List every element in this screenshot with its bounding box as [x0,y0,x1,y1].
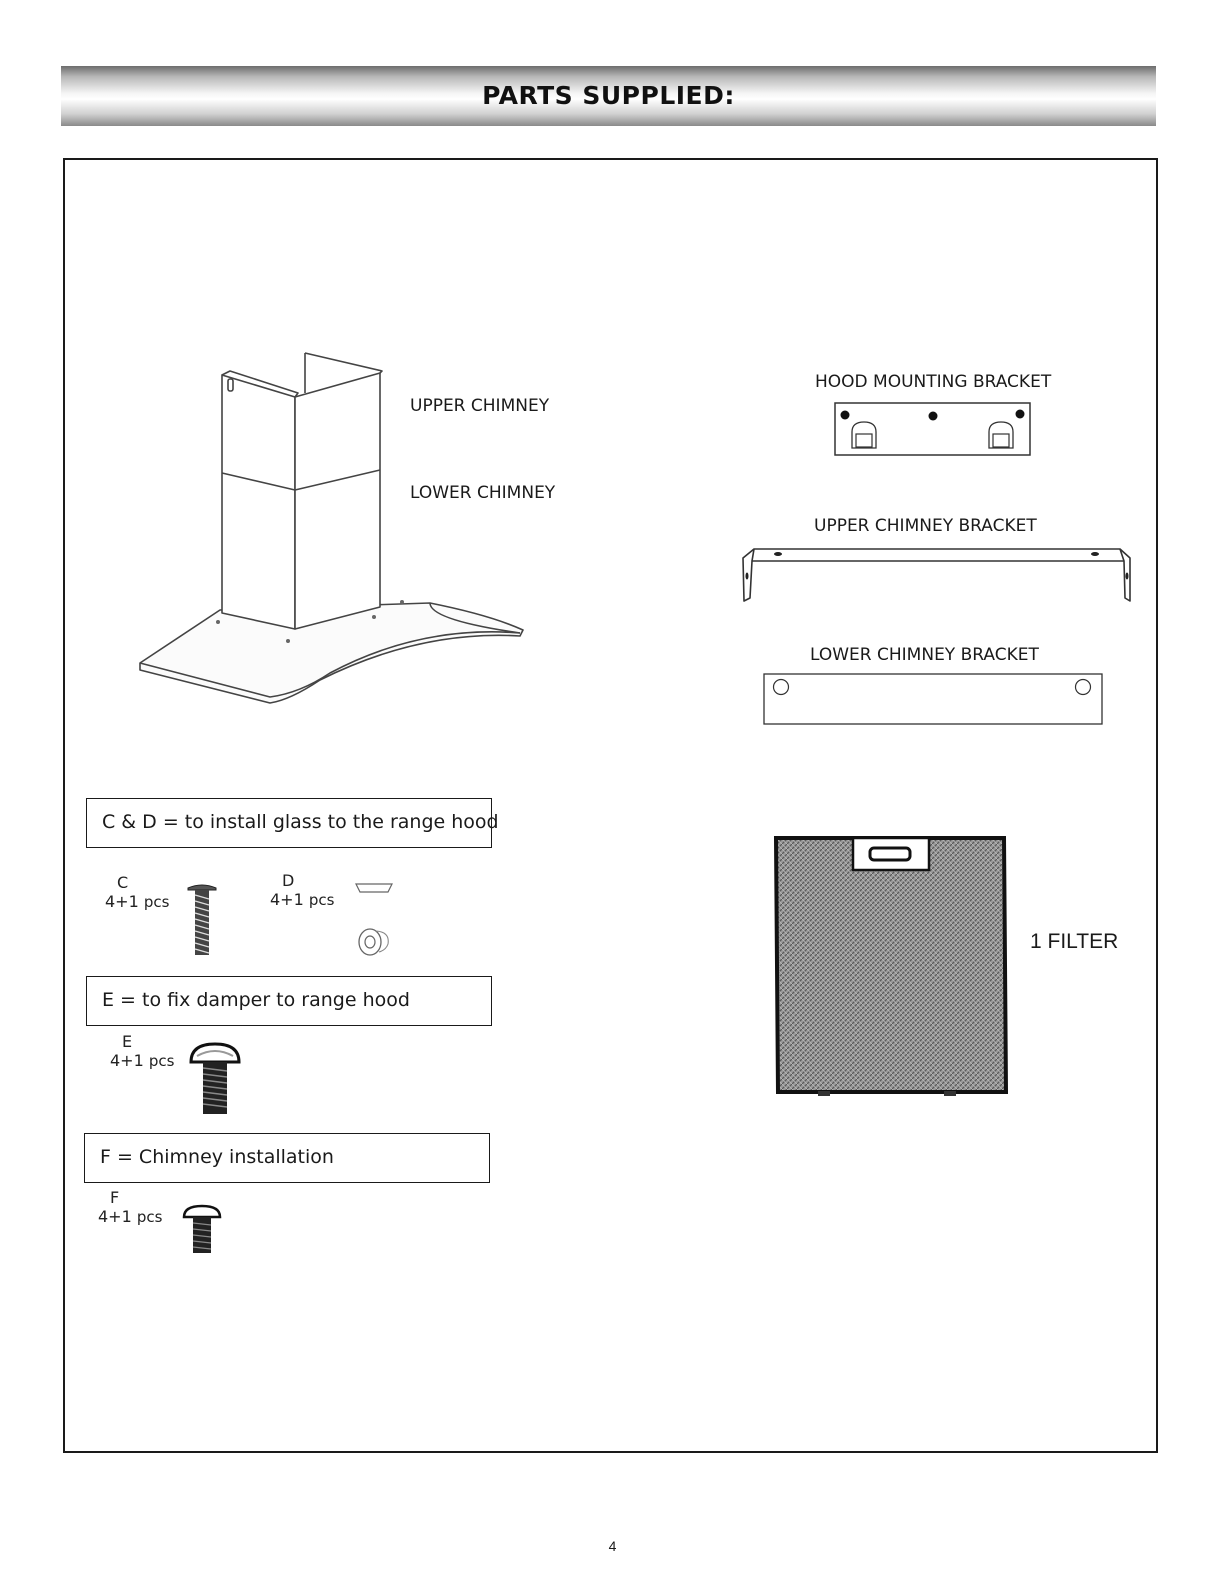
screw-e-icon [189,1042,241,1115]
hood-mounting-bracket-drawing [834,402,1032,458]
chimney-hardware-caption: F = Chimney installation [84,1133,490,1183]
page-number: 4 [608,1538,617,1554]
part-d-quantity: D 4+1 pcs [270,871,335,909]
part-c-quantity: C 4+1 pcs [105,873,170,911]
page-title: PARTS SUPPLIED: [482,81,735,110]
upper-chimney-bracket-drawing [740,546,1133,604]
hood-mounting-bracket-label: HOOD MOUNTING BRACKET [815,372,1052,392]
lower-chimney-bracket-label: LOWER CHIMNEY BRACKET [810,645,1039,665]
screw-f-icon [182,1204,222,1254]
upper-chimney-bracket-label: UPPER CHIMNEY BRACKET [814,516,1037,536]
header-bar [61,66,1156,126]
lower-chimney-label: LOWER CHIMNEY [410,483,556,503]
filter-label: 1 FILTER [1030,930,1119,953]
part-e-quantity: E 4+1 pcs [110,1032,175,1070]
part-f-quantity: F 4+1 pcs [98,1188,163,1226]
glass-hardware-caption: C & D = to install glass to the range hood [86,798,492,848]
lower-chimney-bracket-drawing [763,673,1104,726]
filter-drawing [772,834,1010,1099]
washer-d-icon [354,880,394,958]
upper-chimney-label: UPPER CHIMNEY [410,396,550,416]
screw-c-icon [186,883,218,958]
damper-hardware-caption: E = to fix damper to range hood [86,976,492,1026]
